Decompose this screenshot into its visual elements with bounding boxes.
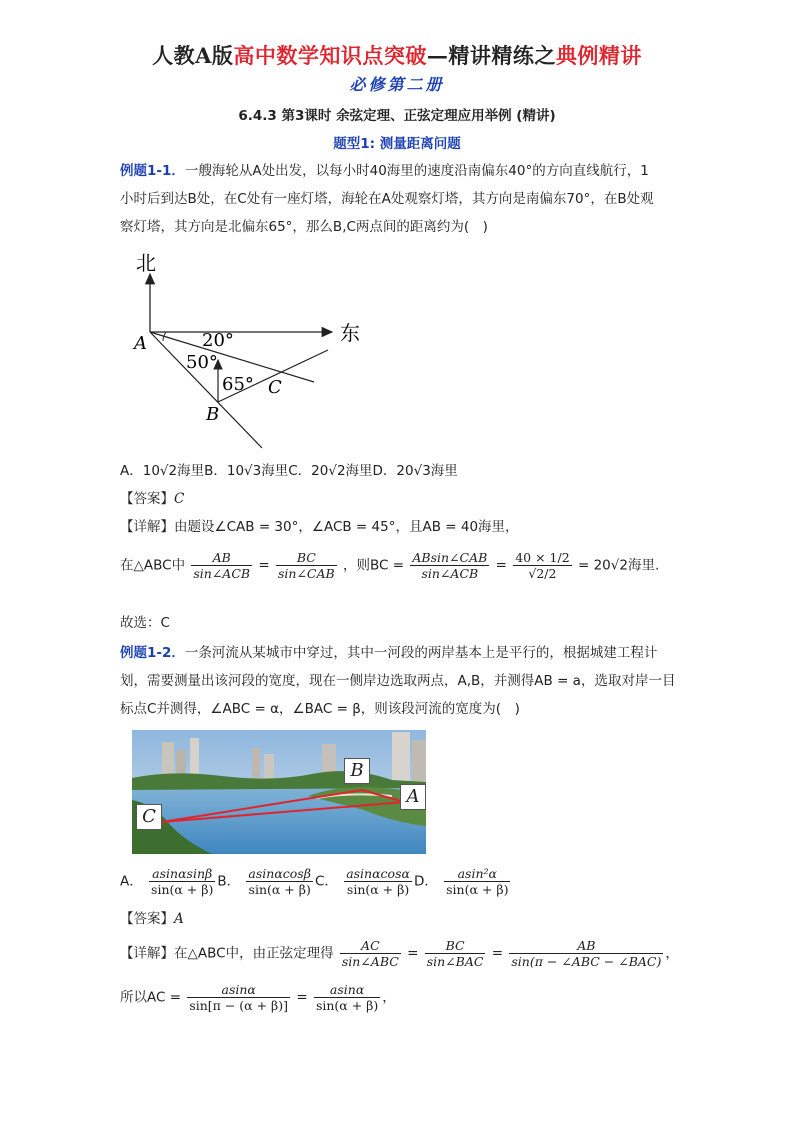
point-a-label: A bbox=[134, 333, 147, 354]
fraction: $\frac{AB}{\text{sin(π − ∠ABC − ∠BAC)}}$ bbox=[511, 938, 662, 969]
detail-text: ，则BC = bbox=[343, 557, 405, 574]
ex2-line-3: 标点C并测得，∠ABC = α，∠BAC = β，则该段河流的宽度为( ) bbox=[120, 701, 520, 717]
ex1-text-1: 一艘海轮从A处出发，以每小时40海里的速度沿南偏东40°的方向直线航行，1 bbox=[184, 163, 649, 179]
fraction: $\frac{AC}{\text{sin∠ABC}}$ bbox=[341, 938, 399, 969]
ex2-text-1: 一条河流从某城市中穿过，其中一河段的两岸基本上是平行的，根据城建工程计 bbox=[184, 645, 658, 661]
ex1-line-3: 察灯塔，其方向是北偏东65°，那么B,C两点间的距离约为( ) bbox=[120, 219, 488, 235]
point-b-label: B bbox=[206, 404, 220, 425]
river-photo bbox=[132, 730, 426, 854]
lesson-heading: 6.4.3 第3课时 余弦定理、正弦定理应用举例 (精讲) bbox=[238, 108, 556, 124]
answer-value: C bbox=[174, 491, 185, 507]
title-part-1: 人教A版 bbox=[152, 43, 234, 68]
detail-text: 由题设∠CAB = 30°，∠ACB = 45°，且AB = 40海里， bbox=[174, 519, 519, 535]
photo-point-b: B bbox=[344, 758, 370, 784]
answer-value: A bbox=[174, 911, 184, 927]
option-b-fraction: $\frac{asin\alpha\cos\beta}{\sin(\alpha + \beta)}$ bbox=[248, 866, 311, 897]
ex2-line-1 bbox=[120, 644, 680, 662]
ex1-line-2: 小时后到达B处，在C处有一座灯塔，海轮在A处观察灯塔，其方向是南偏东70°，在B处观 bbox=[120, 191, 654, 207]
fraction: $\frac{asin\alpha}{\sin[\pi - (\alpha + \beta)]}$ bbox=[189, 982, 289, 1013]
title-part-3: —精讲精练之 bbox=[426, 43, 556, 68]
ex1-detail-1 bbox=[120, 518, 680, 536]
ex1-line-1 bbox=[120, 162, 680, 180]
fraction: $\frac{asin\alpha}{\sin(\alpha + \beta)}$ bbox=[315, 982, 379, 1013]
ex2-options bbox=[120, 866, 680, 897]
ex2-detail-1: 【详解】在△ABC中，由正弦定理得 $\frac{AC}{\text{sin∠ABC}}$ = $\frac{BC}{\text{sin∠BAC}}$ = $\frac{AB}{\text{sin(π − ∠ABC − ∠BAC)}}$ ， bbox=[120, 938, 679, 969]
fraction: $\frac{BC}{\text{sin∠BAC}}$ bbox=[426, 938, 484, 969]
ex2-answer bbox=[120, 910, 680, 928]
ex2-line-2: 划，需要测量出该河段的宽度，现在一侧岸边选取两点，A,B，并测得AB = a，选取对岸一目 bbox=[120, 673, 676, 689]
ex1-label: 例题1-1． bbox=[120, 163, 185, 179]
detail-text: = 20√2海里. bbox=[577, 557, 660, 574]
ex1-detail-2: 在△ABC中 $\frac{AB}{\text{sin∠ACB}}$ = $\frac{BC}{\text{sin∠CAB}}$ ，则BC = $\frac{\text{ABsin∠CAB}}{\text{sin∠ACB}}$ = $\frac{40 \times 1/2}{√2/2}$ = 20√2海里. bbox=[120, 550, 660, 581]
angle-20-label: 20° bbox=[202, 330, 234, 351]
detail-label: 【详解】 bbox=[120, 945, 174, 962]
ex2-label: 例题1-2． bbox=[120, 645, 185, 661]
east-label: 东 bbox=[340, 321, 360, 345]
photo-point-c: C bbox=[136, 804, 162, 830]
detail-text: 所以AC = bbox=[120, 989, 182, 1006]
option-a-label: A． bbox=[120, 873, 143, 890]
detail-text: 在△ABC中 bbox=[120, 557, 186, 574]
angle-65-label: 65° bbox=[222, 374, 254, 395]
answer-label: 【答案】 bbox=[120, 491, 174, 507]
detail-text: ， bbox=[382, 989, 396, 1006]
option-d-fraction: $\frac{\text{asin²α}}{\sin(\alpha + \beta)}$ bbox=[446, 866, 509, 897]
fraction: $\frac{\text{ABsin∠CAB}}{\text{sin∠ACB}}$ bbox=[412, 550, 488, 581]
bearing-figure bbox=[118, 248, 378, 452]
title-part-4: 典例精讲 bbox=[555, 43, 642, 68]
photo-point-a: A bbox=[400, 784, 426, 810]
detail-text: 在△ABC中，由正弦定理得 bbox=[174, 945, 334, 962]
option-a-fraction: $\frac{asin\alpha\sin\beta}{\sin(\alpha + \beta)}$ bbox=[151, 866, 214, 897]
title-part-2: 高中数学知识点突破 bbox=[233, 43, 427, 68]
ex1-options: A．10√2海里B．10√3海里C．20√2海里D．20√3海里 bbox=[120, 463, 458, 479]
fraction: $\frac{BC}{\text{sin∠CAB}}$ bbox=[278, 550, 335, 581]
option-b-label: B． bbox=[217, 873, 241, 890]
option-c-label: C． bbox=[314, 873, 338, 890]
ex2-detail-2: 所以AC = $\frac{asin\alpha}{\sin[\pi - (\alpha + \beta)]}$ = $\frac{asin\alpha}{\sin(\alpha + \beta)}$ ， bbox=[120, 982, 396, 1013]
detail-label: 【详解】 bbox=[120, 519, 174, 535]
fraction: $\frac{40 \times 1/2}{√2/2}$ bbox=[515, 550, 570, 581]
option-c-fraction: $\frac{asin\alpha\cos\alpha}{\sin(\alpha + \beta)}$ bbox=[346, 866, 410, 897]
ex1-answer bbox=[120, 490, 680, 508]
ex1-choice: 故选：C bbox=[120, 615, 170, 631]
fraction: $\frac{AB}{\text{sin∠ACB}}$ bbox=[193, 550, 251, 581]
option-d-label: D． bbox=[413, 873, 438, 890]
topic-heading: 题型1: 测量距离问题 bbox=[333, 136, 461, 152]
north-label: 北 bbox=[136, 251, 156, 275]
subtitle: 必修第二册 bbox=[349, 75, 445, 94]
answer-label: 【答案】 bbox=[120, 911, 174, 927]
detail-text: ， bbox=[665, 945, 679, 962]
angle-50-label: 50° bbox=[186, 352, 218, 373]
point-c-label: C bbox=[268, 377, 282, 398]
page-title bbox=[0, 40, 794, 70]
